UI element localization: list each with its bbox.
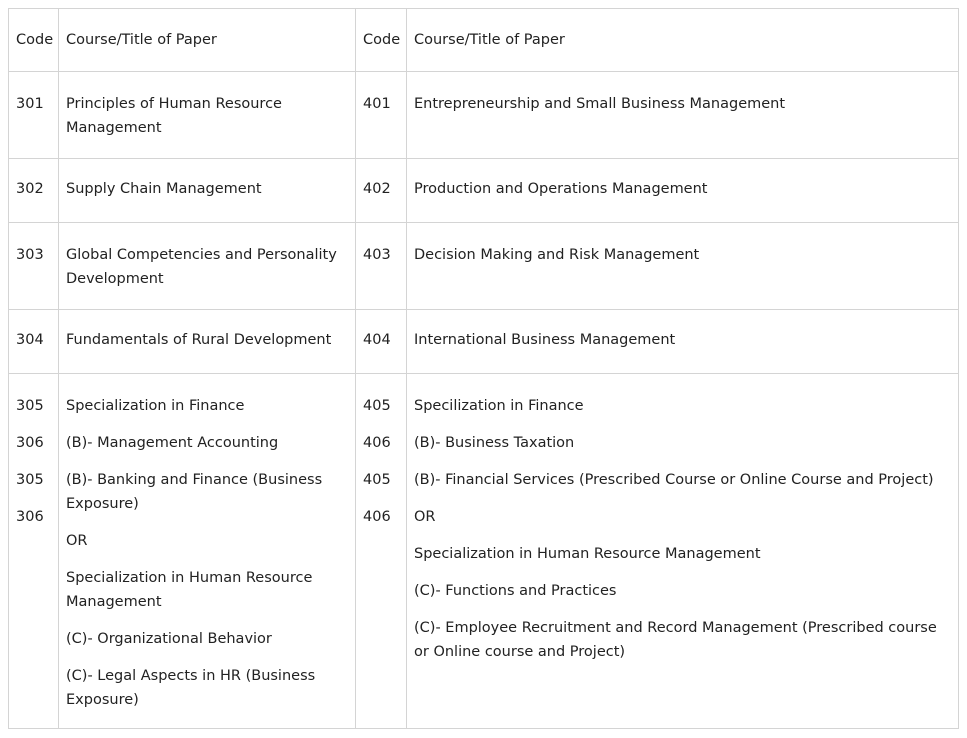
title-line: Specialization in Finance (66, 398, 245, 414)
code-line: 306 (16, 509, 44, 525)
title-line: Specialization in Human Resource Management (414, 546, 761, 562)
title-cell: Entrepreneurship and Small Business Management (407, 72, 959, 159)
header-code-2: Code (356, 9, 407, 72)
title-cell: Production and Operations Management (407, 159, 959, 223)
title-cell: Global Competencies and Personality Development (59, 223, 356, 310)
code-cell: 302 (9, 159, 59, 223)
title-line: (C)- Organizational Behavior (66, 631, 272, 647)
title-line: (B)- Banking and Finance (Business Exposure) (66, 472, 323, 512)
title-line: (B)- Financial Services (Prescribed Course or Online Course and Project) (414, 472, 934, 488)
code-line: 406 (363, 435, 391, 451)
code-line: 305 (16, 398, 44, 414)
code-line: 305 (16, 472, 44, 488)
title-line: OR (414, 509, 436, 525)
code-line: 406 (363, 509, 391, 525)
title-cell (407, 374, 959, 729)
table-row (9, 223, 959, 310)
table-row (9, 72, 959, 159)
code-cell: 403 (356, 223, 407, 310)
code-line: 405 (363, 472, 391, 488)
title-line: OR (66, 533, 88, 549)
header-title-2: Course/Title of Paper (407, 9, 959, 72)
title-line: (B)- Business Taxation (414, 435, 575, 451)
header-code-1: Code (9, 9, 59, 72)
code-cell: 401 (356, 72, 407, 159)
code-line: 306 (16, 435, 44, 451)
title-cell: Fundamentals of Rural Development (59, 310, 356, 374)
code-cell (356, 374, 407, 729)
title-line: (C)- Employee Recruitment and Record Management (Prescribed course or Online course and Project) (414, 620, 937, 660)
title-line: (C)- Functions and Practices (414, 583, 617, 599)
header-title-1: Course/Title of Paper (59, 9, 356, 72)
title-line: (B)- Management Accounting (66, 435, 279, 451)
course-table (8, 8, 959, 729)
title-cell: Principles of Human Resource Management (59, 72, 356, 159)
specialization-row (9, 374, 959, 729)
table-row (9, 159, 959, 223)
code-cell: 301 (9, 72, 59, 159)
code-cell: 402 (356, 159, 407, 223)
title-cell: International Business Management (407, 310, 959, 374)
title-cell (59, 374, 356, 729)
code-cell: 303 (9, 223, 59, 310)
code-line: 405 (363, 398, 391, 414)
code-cell (9, 374, 59, 729)
table-row (9, 310, 959, 374)
title-line: Specilization in Finance (414, 398, 584, 414)
title-line: Specialization in Human Resource Management (66, 570, 313, 610)
title-line: (C)- Legal Aspects in HR (Business Exposure) (66, 668, 316, 708)
code-cell: 304 (9, 310, 59, 374)
code-cell: 404 (356, 310, 407, 374)
title-cell: Supply Chain Management (59, 159, 356, 223)
title-cell: Decision Making and Risk Management (407, 223, 959, 310)
table-header-row (9, 9, 959, 72)
